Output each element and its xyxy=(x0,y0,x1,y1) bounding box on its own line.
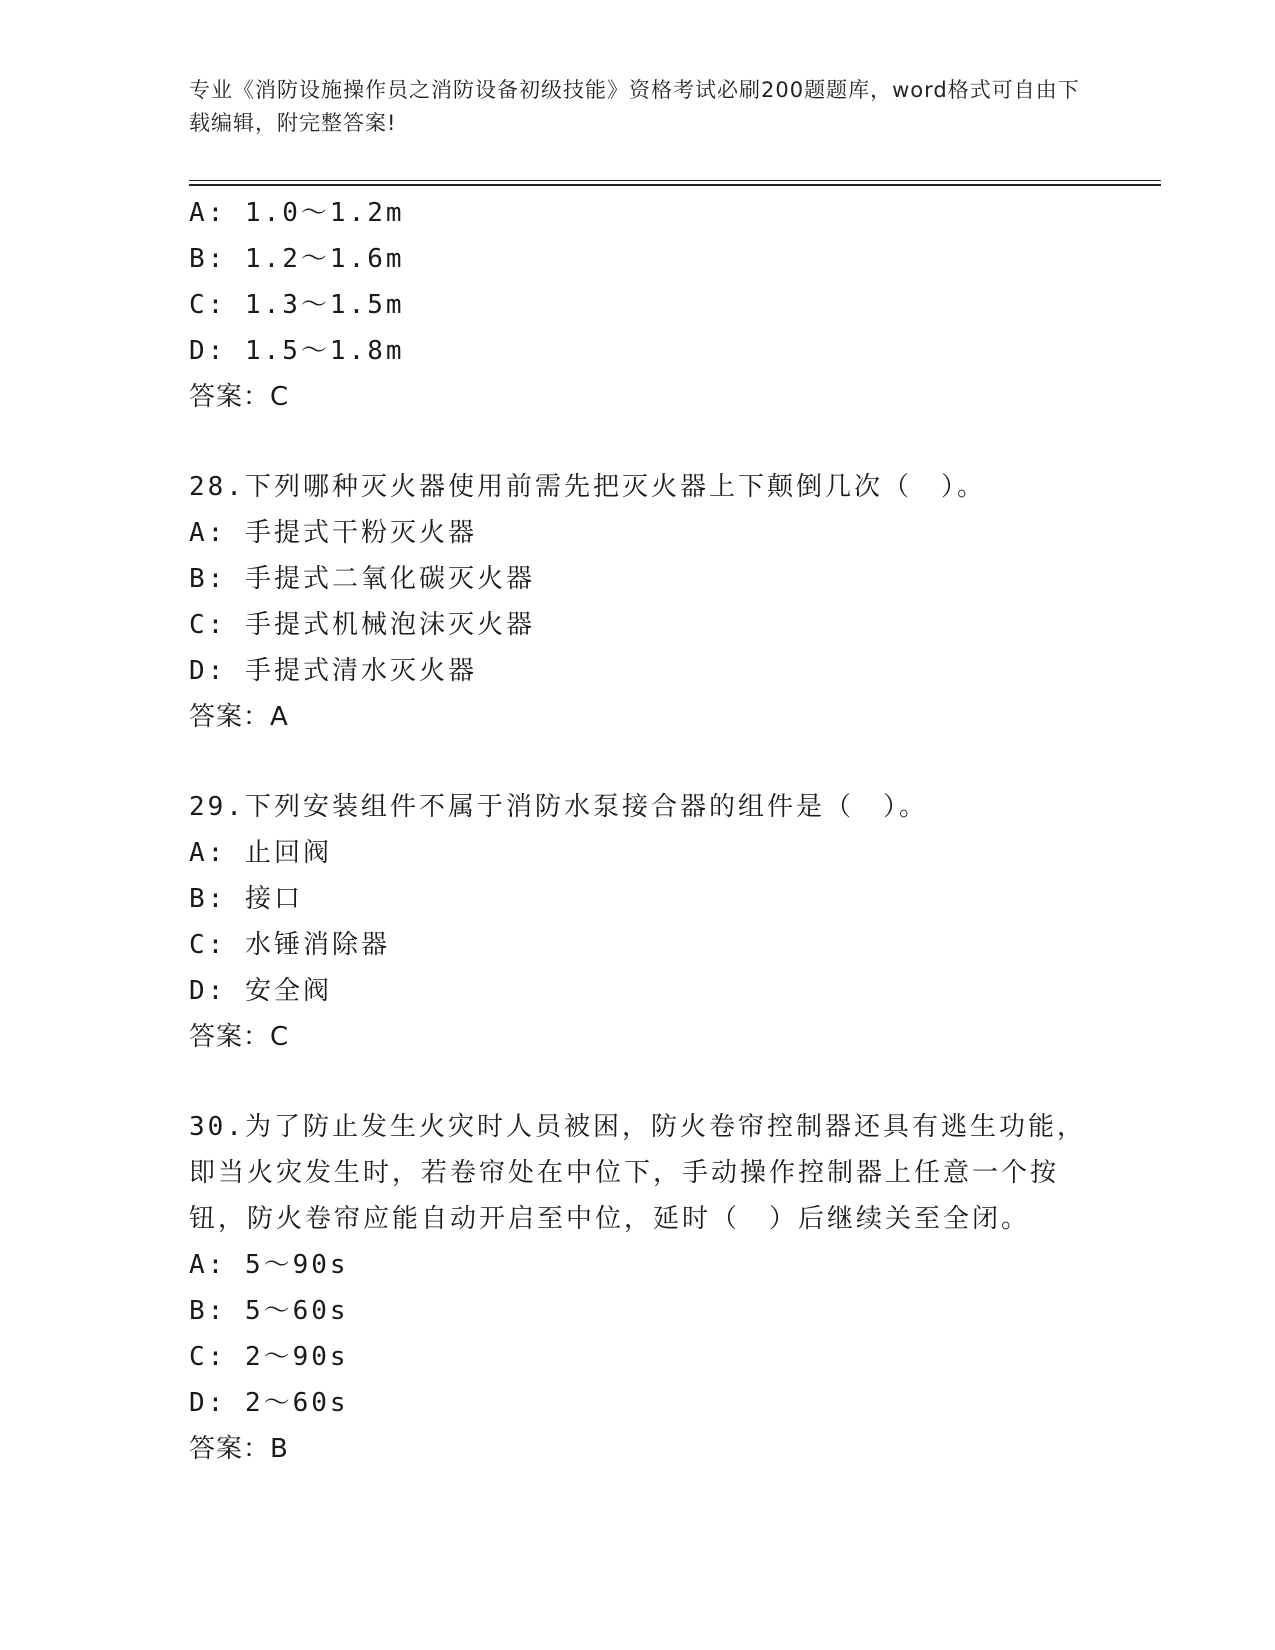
question-30 xyxy=(189,1104,1086,1472)
option-d: D: 安全阀 xyxy=(189,976,332,1006)
option-d: D: 2～60s xyxy=(189,1388,349,1418)
question-28 xyxy=(189,464,1069,740)
option-b: B: 接口 xyxy=(189,884,303,914)
question-stem-line-3: 钮，防火卷帘应能自动开启至中位，延时（ ）后继续关至全闭。 xyxy=(189,1204,1031,1234)
question-stem: 29.下列安装组件不属于消防水泵接合器的组件是（ ）。 xyxy=(189,792,928,822)
header-divider-thick xyxy=(189,184,1161,186)
header-divider xyxy=(189,180,1161,181)
option-d: D: 1.5～1.8m xyxy=(189,336,405,366)
option-c: C: 1.3～1.5m xyxy=(189,290,405,320)
question-stem-line-1: 30.为了防止发生火灾时人员被困，防火卷帘控制器还具有逃生功能， xyxy=(189,1112,1086,1142)
question-stem-line-2: 即当火灾发生时，若卷帘处在中位下，手动操作控制器上任意一个按 xyxy=(189,1158,1060,1188)
question-list xyxy=(189,190,1086,1472)
option-c: C: 水锤消除器 xyxy=(189,930,390,960)
question-27-tail xyxy=(189,190,1069,420)
option-c: C: 手提式机械泡沫灭火器 xyxy=(189,610,535,640)
question-stem: 28.下列哪种灭火器使用前需先把灭火器上下颠倒几次（ ）。 xyxy=(189,472,986,502)
option-b: B: 5～60s xyxy=(189,1296,349,1326)
option-a: A: 5～90s xyxy=(189,1250,349,1280)
answer: 答案：C xyxy=(189,1022,290,1052)
option-a: A: 1.0～1.2m xyxy=(189,198,405,228)
answer: 答案：A xyxy=(189,702,289,732)
answer: 答案：B xyxy=(189,1434,289,1464)
option-d: D: 手提式清水灭火器 xyxy=(189,656,477,686)
question-29 xyxy=(189,784,1069,1060)
option-a: A: 手提式干粉灭火器 xyxy=(189,518,477,548)
option-c: C: 2～90s xyxy=(189,1342,349,1372)
header-title: 专业《消防设施操作员之消防设备初级技能》资格考试必刷200题题库，word格式可自由下载编辑，附完整答案! xyxy=(189,78,1080,135)
option-b: B: 手提式二氧化碳灭火器 xyxy=(189,564,535,594)
option-b: B: 1.2～1.6m xyxy=(189,244,405,274)
answer: 答案：C xyxy=(189,382,290,412)
option-a: A: 止回阀 xyxy=(189,838,332,868)
document-header xyxy=(189,74,1089,140)
